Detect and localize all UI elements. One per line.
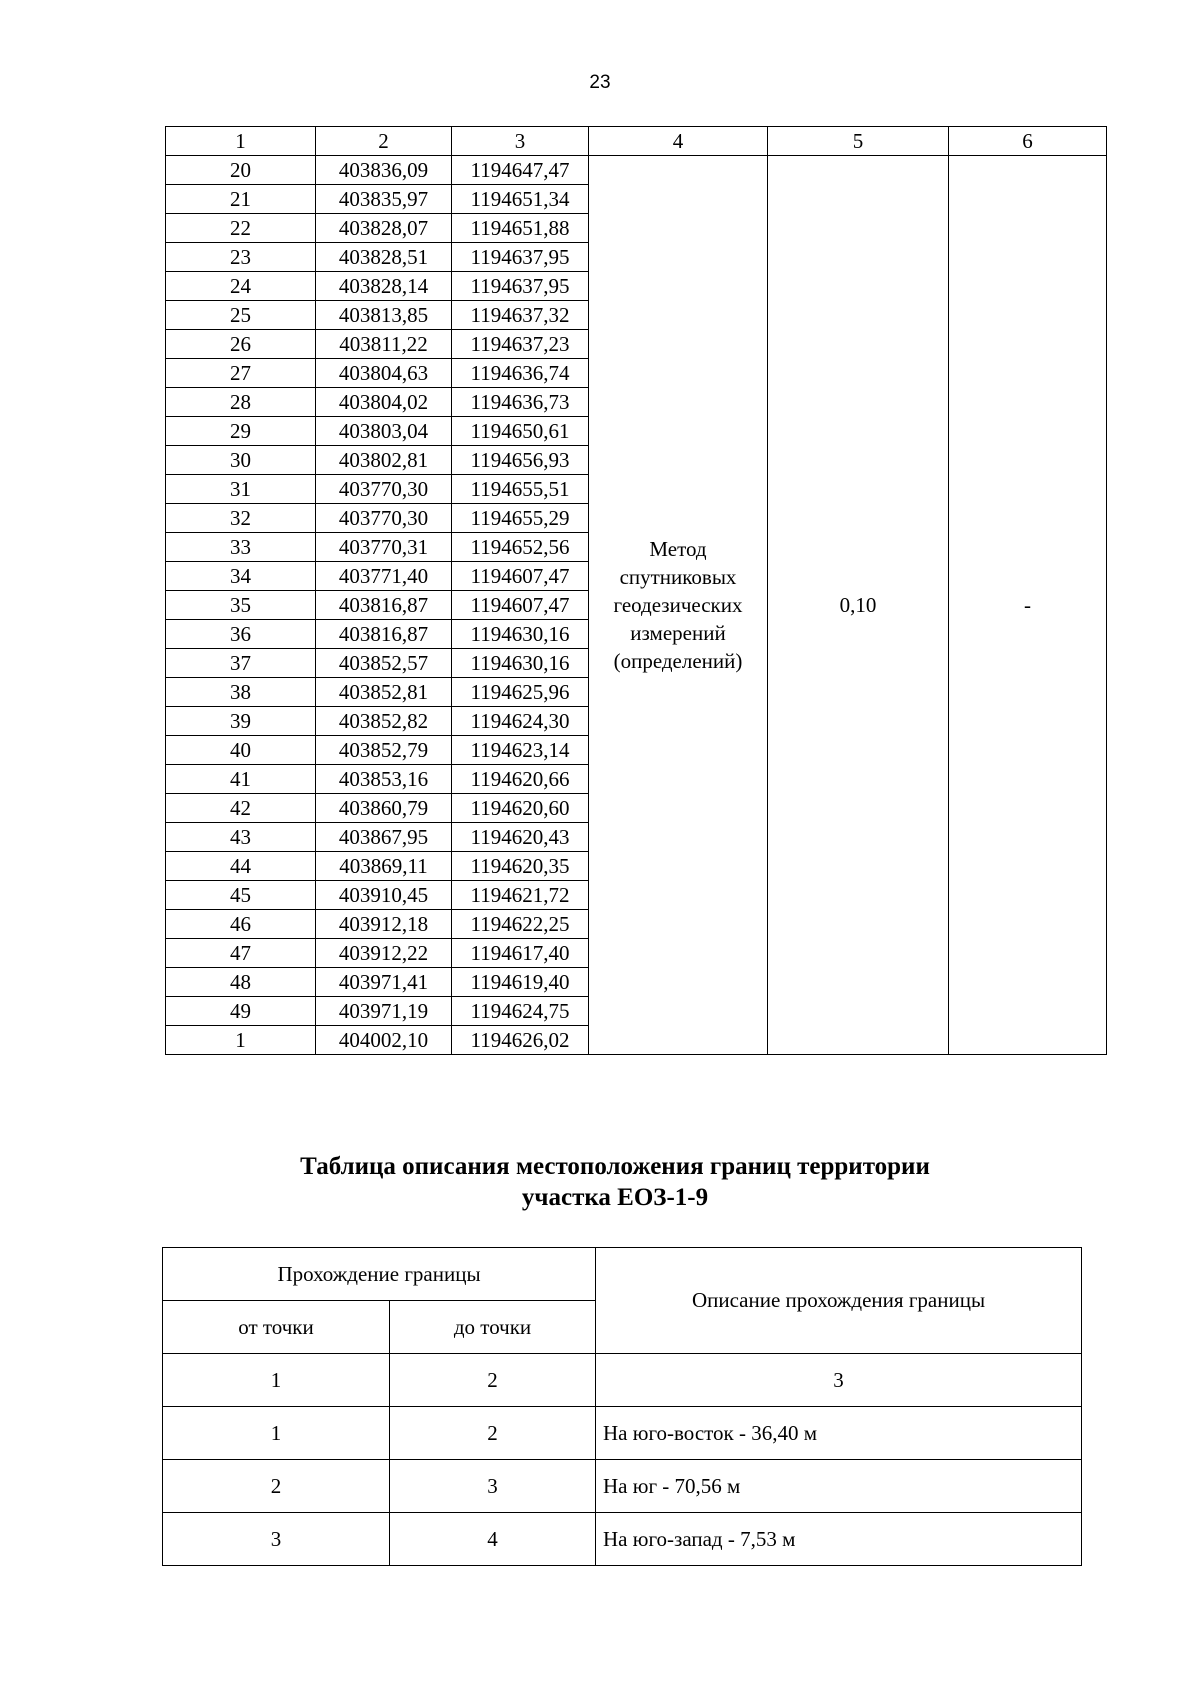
x-coordinate-cell: 403770,31 — [316, 533, 452, 562]
method-line: спутниковых — [619, 565, 737, 589]
x-coordinate-cell: 403852,79 — [316, 736, 452, 765]
method-line: Метод — [649, 537, 707, 561]
x-coordinate-cell: 403816,87 — [316, 620, 452, 649]
boundary-numbering-row — [163, 1354, 1082, 1407]
y-coordinate-cell: 1194623,14 — [452, 736, 589, 765]
point-number-cell: 41 — [166, 765, 316, 794]
column-header: 1 — [166, 127, 316, 156]
to-point-cell: 4 — [390, 1513, 596, 1566]
y-coordinate-cell: 1194617,40 — [452, 939, 589, 968]
point-number-cell: 40 — [166, 736, 316, 765]
x-coordinate-cell: 403811,22 — [316, 330, 452, 359]
x-coordinate-cell: 403804,63 — [316, 359, 452, 388]
method-line: измерений — [630, 621, 726, 645]
column-number: 1 — [163, 1354, 390, 1407]
y-coordinate-cell: 1194621,72 — [452, 881, 589, 910]
point-number-cell: 46 — [166, 910, 316, 939]
header-from-point: от точки — [163, 1301, 390, 1354]
point-number-cell: 49 — [166, 997, 316, 1026]
method-cell — [589, 156, 768, 1055]
x-coordinate-cell: 403869,11 — [316, 852, 452, 881]
x-coordinate-cell: 403771,40 — [316, 562, 452, 591]
boundary-row — [163, 1460, 1082, 1513]
coordinates-table — [165, 126, 1107, 1055]
x-coordinate-cell: 404002,10 — [316, 1026, 452, 1055]
y-coordinate-cell: 1194624,75 — [452, 997, 589, 1026]
x-coordinate-cell: 403770,30 — [316, 475, 452, 504]
y-coordinate-cell: 1194607,47 — [452, 562, 589, 591]
point-number-cell: 44 — [166, 852, 316, 881]
point-number-cell: 39 — [166, 707, 316, 736]
header-boundary-description: Описание прохождения границы — [596, 1248, 1082, 1354]
x-coordinate-cell: 403852,81 — [316, 678, 452, 707]
x-coordinate-cell: 403816,87 — [316, 591, 452, 620]
point-number-cell: 29 — [166, 417, 316, 446]
y-coordinate-cell: 1194622,25 — [452, 910, 589, 939]
point-number-cell: 43 — [166, 823, 316, 852]
page-number: 23 — [589, 72, 611, 93]
y-coordinate-cell: 1194624,30 — [452, 707, 589, 736]
y-coordinate-cell: 1194655,29 — [452, 504, 589, 533]
point-number-cell: 21 — [166, 185, 316, 214]
description-cell: На юго-восток - 36,40 м — [596, 1407, 1082, 1460]
accuracy-cell: 0,10 — [768, 156, 949, 1055]
from-point-cell: 1 — [163, 1407, 390, 1460]
point-number-cell: 36 — [166, 620, 316, 649]
header-boundary-passage: Прохождение границы — [163, 1248, 596, 1301]
y-coordinate-cell: 1194647,47 — [452, 156, 589, 185]
point-number-cell: 47 — [166, 939, 316, 968]
point-number-cell: 32 — [166, 504, 316, 533]
point-number-cell: 27 — [166, 359, 316, 388]
y-coordinate-cell: 1194652,56 — [452, 533, 589, 562]
y-coordinate-cell: 1194620,66 — [452, 765, 589, 794]
column6-cell: - — [949, 156, 1107, 1055]
x-coordinate-cell: 403860,79 — [316, 794, 452, 823]
point-number-cell: 24 — [166, 272, 316, 301]
method-line: (определений) — [613, 649, 743, 673]
y-coordinate-cell: 1194636,73 — [452, 388, 589, 417]
x-coordinate-cell: 403828,07 — [316, 214, 452, 243]
boundary-row — [163, 1513, 1082, 1566]
point-number-cell: 25 — [166, 301, 316, 330]
x-coordinate-cell: 403853,16 — [316, 765, 452, 794]
y-coordinate-cell: 1194650,61 — [452, 417, 589, 446]
title-line: Таблица описания местоположения границ территории — [300, 1153, 930, 1180]
column-number: 3 — [596, 1354, 1082, 1407]
column-header: 2 — [316, 127, 452, 156]
point-number-cell: 20 — [166, 156, 316, 185]
point-number-cell: 28 — [166, 388, 316, 417]
y-coordinate-cell: 1194651,34 — [452, 185, 589, 214]
coordinates-header-row — [166, 127, 1107, 156]
y-coordinate-cell: 1194630,16 — [452, 649, 589, 678]
x-coordinate-cell: 403836,09 — [316, 156, 452, 185]
point-number-cell: 31 — [166, 475, 316, 504]
y-coordinate-cell: 1194637,95 — [452, 243, 589, 272]
column-header: 4 — [589, 127, 768, 156]
boundary-row — [163, 1407, 1082, 1460]
y-coordinate-cell: 1194620,60 — [452, 794, 589, 823]
point-number-cell: 37 — [166, 649, 316, 678]
y-coordinate-cell: 1194656,93 — [452, 446, 589, 475]
x-coordinate-cell: 403910,45 — [316, 881, 452, 910]
y-coordinate-cell: 1194620,35 — [452, 852, 589, 881]
point-number-cell: 33 — [166, 533, 316, 562]
to-point-cell: 2 — [390, 1407, 596, 1460]
column-header: 6 — [949, 127, 1107, 156]
y-coordinate-cell: 1194655,51 — [452, 475, 589, 504]
point-number-cell: 23 — [166, 243, 316, 272]
x-coordinate-cell: 403852,82 — [316, 707, 452, 736]
point-number-cell: 38 — [166, 678, 316, 707]
x-coordinate-cell: 403828,51 — [316, 243, 452, 272]
boundary-table-title — [0, 1151, 1200, 1213]
x-coordinate-cell: 403770,30 — [316, 504, 452, 533]
point-number-cell: 45 — [166, 881, 316, 910]
x-coordinate-cell: 403971,41 — [316, 968, 452, 997]
point-number-cell: 22 — [166, 214, 316, 243]
point-number-cell: 35 — [166, 591, 316, 620]
to-point-cell: 3 — [390, 1460, 596, 1513]
point-number-cell: 48 — [166, 968, 316, 997]
x-coordinate-cell: 403813,85 — [316, 301, 452, 330]
y-coordinate-cell: 1194625,96 — [452, 678, 589, 707]
x-coordinate-cell: 403912,22 — [316, 939, 452, 968]
method-line: геодезических — [613, 593, 743, 617]
y-coordinate-cell: 1194607,47 — [452, 591, 589, 620]
from-point-cell: 3 — [163, 1513, 390, 1566]
description-cell: На юг - 70,56 м — [596, 1460, 1082, 1513]
x-coordinate-cell: 403803,04 — [316, 417, 452, 446]
x-coordinate-cell: 403804,02 — [316, 388, 452, 417]
y-coordinate-cell: 1194620,43 — [452, 823, 589, 852]
point-number-cell: 34 — [166, 562, 316, 591]
y-coordinate-cell: 1194637,95 — [452, 272, 589, 301]
point-number-cell: 42 — [166, 794, 316, 823]
x-coordinate-cell: 403912,18 — [316, 910, 452, 939]
x-coordinate-cell: 403867,95 — [316, 823, 452, 852]
x-coordinate-cell: 403852,57 — [316, 649, 452, 678]
y-coordinate-cell: 1194630,16 — [452, 620, 589, 649]
title-line: участка ЕОЗ-1-9 — [521, 1184, 709, 1211]
from-point-cell: 2 — [163, 1460, 390, 1513]
y-coordinate-cell: 1194636,74 — [452, 359, 589, 388]
header-to-point: до точки — [390, 1301, 596, 1354]
description-cell: На юго-запад - 7,53 м — [596, 1513, 1082, 1566]
x-coordinate-cell: 403828,14 — [316, 272, 452, 301]
coordinate-row — [166, 156, 1107, 185]
y-coordinate-cell: 1194619,40 — [452, 968, 589, 997]
point-number-cell: 1 — [166, 1026, 316, 1055]
x-coordinate-cell: 403835,97 — [316, 185, 452, 214]
x-coordinate-cell: 403802,81 — [316, 446, 452, 475]
y-coordinate-cell: 1194626,02 — [452, 1026, 589, 1055]
y-coordinate-cell: 1194637,23 — [452, 330, 589, 359]
column-header: 5 — [768, 127, 949, 156]
point-number-cell: 26 — [166, 330, 316, 359]
boundary-description-table — [162, 1247, 1082, 1566]
column-header: 3 — [452, 127, 589, 156]
y-coordinate-cell: 1194637,32 — [452, 301, 589, 330]
boundary-header-row — [163, 1248, 1082, 1301]
point-number-cell: 30 — [166, 446, 316, 475]
column-number: 2 — [390, 1354, 596, 1407]
y-coordinate-cell: 1194651,88 — [452, 214, 589, 243]
x-coordinate-cell: 403971,19 — [316, 997, 452, 1026]
